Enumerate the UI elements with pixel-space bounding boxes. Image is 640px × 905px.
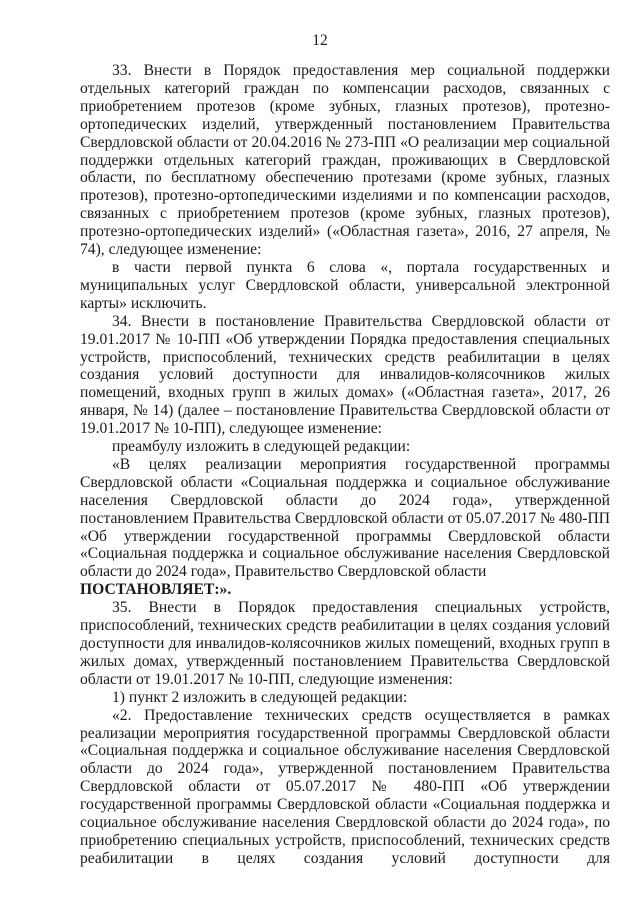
document-paragraph: в части первой пункта 6 слова «, портала государственных и муниципальных услуг Свердловской области, универсальной электронной карты» исключить. bbox=[80, 258, 610, 312]
document-paragraph: «В целях реализации мероприятия государственной программы Свердловской области «Социальная поддержка и социальное обслуживание населения Свердловской области до 2024 года», утвержденной постановлением Правительства Свердловской области от 05.07.2017 № 480-ПП «Об утверждении государственной программы Свердловской области «Социальная поддержка и социальное обслуживание населения Свердловской области до 2024 года», Правительство Свердловской области bbox=[80, 455, 610, 581]
resolution-keyword: ПОСТАНОВЛЯЕТ:». bbox=[80, 581, 232, 599]
document-body bbox=[80, 62, 610, 868]
document-paragraph: «2. Предоставление технических средств осуществляется в рамках реализации мероприятия государственной программы Свердловской области «Социальная поддержка и социальное обслуживание населения Свердловской области до 2024 года», утвержденной постановлением Правительства Свердловской области от 05.07.2017 № 480-ПП «Об утверждении государственной программы Свердловской области «Социальная поддержка и социальное обслуживание населения Свердловской области до 2024 года», по приобретению специальных устройств, приспособлений, технических средств реабилитации в целях создания условий доступности для bbox=[80, 706, 610, 867]
document-paragraph: преамбулу изложить в следующей редакции: bbox=[112, 438, 411, 456]
document-paragraph: 35. Внести в Порядок предоставления специальных устройств, приспособлений, технических средств реабилитации в целях создания условий доступности для инвалидов-колясочников жилых помещений, входных групп в жилых домах, утвержденный постановлением Правительства Свердловской области от 19.01.2017 № 10-ПП, следующие изменения: bbox=[80, 599, 610, 688]
page-number: 12 bbox=[312, 32, 328, 49]
document-paragraph: 33. Внести в Порядок предоставления мер социальной поддержки отдельных категорий граждан по компенсации расходов, связанных с приобретением протезов (кроме зубных, глазных протезов), протезно-ортопедических изделий, утвержденный постановлением Правительства Свердловской области от 20.04.2016 № 273-ПП «О реализации мер социальной поддержки отдельных категорий граждан, проживающих в Свердловской области, по бесплатному обеспечению протезами (кроме зубных, глазных протезов), протезно-ортопедическими изделиями и по компенсации расходов, связанных с приобретением протезов (кроме зубных, глазных протезов), протезно-ортопедических изделий» («Областная газета», 2016, 27 апреля, № 74), следующее изменение: bbox=[80, 62, 610, 259]
document-paragraph: 34. Внести в постановление Правительства Свердловской области от 19.01.2017 № 10-ПП «Об утверждении Порядка предоставления специальных устройств, приспособлений, технических средств реабилитации в целях создания условий доступности для инвалидов-колясочников жилых помещений, входных групп в жилых домах» («Областная газета», 2017, 26 января, № 14) (далее – постановление Правительства Свердловской области от 19.01.2017 № 10-ПП), следующее изменение: bbox=[80, 312, 610, 438]
document-paragraph: 1) пункт 2 изложить в следующей редакции: bbox=[112, 688, 408, 706]
